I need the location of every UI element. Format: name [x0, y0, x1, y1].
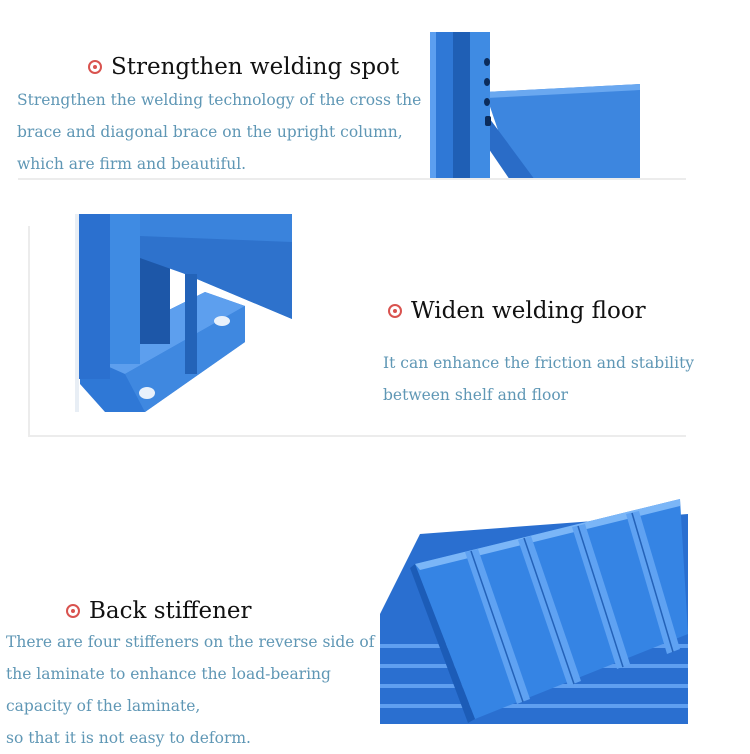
description-line: the laminate to enhance the load-bearing	[6, 665, 331, 683]
bullet-icon	[388, 304, 402, 318]
description-line: There are four stiffeners on the reverse side of	[6, 633, 375, 651]
feature-title-row	[88, 54, 399, 80]
feature-description	[383, 347, 694, 411]
description-line: which are firm and beautiful.	[17, 155, 247, 173]
feature-title: Back stiffener	[89, 598, 252, 624]
welding-floor-photo	[75, 214, 292, 412]
feature-title: Widen welding floor	[411, 298, 646, 324]
section-divider-vertical	[28, 226, 30, 436]
feature-description	[17, 84, 421, 180]
bullet-icon	[88, 60, 102, 74]
section-divider	[28, 435, 686, 437]
description-line: between shelf and floor	[383, 386, 569, 404]
back-stiffener-photo	[380, 494, 688, 724]
description-line: Strengthen the welding technology of the cross the	[17, 91, 422, 109]
feature-title: Strengthen welding spot	[111, 54, 400, 80]
description-line: It can enhance the friction and stability	[383, 354, 695, 372]
bullet-icon	[66, 604, 80, 618]
description-line: so that it is not easy to deform.	[6, 729, 251, 747]
feature-description	[6, 626, 374, 754]
description-line: capacity of the laminate,	[6, 697, 201, 715]
description-line: brace and diagonal brace on the upright column,	[17, 123, 403, 141]
feature-title-row	[388, 298, 646, 324]
section-divider	[18, 178, 686, 180]
welding-spot-photo	[425, 32, 640, 180]
feature-title-row	[66, 598, 252, 624]
